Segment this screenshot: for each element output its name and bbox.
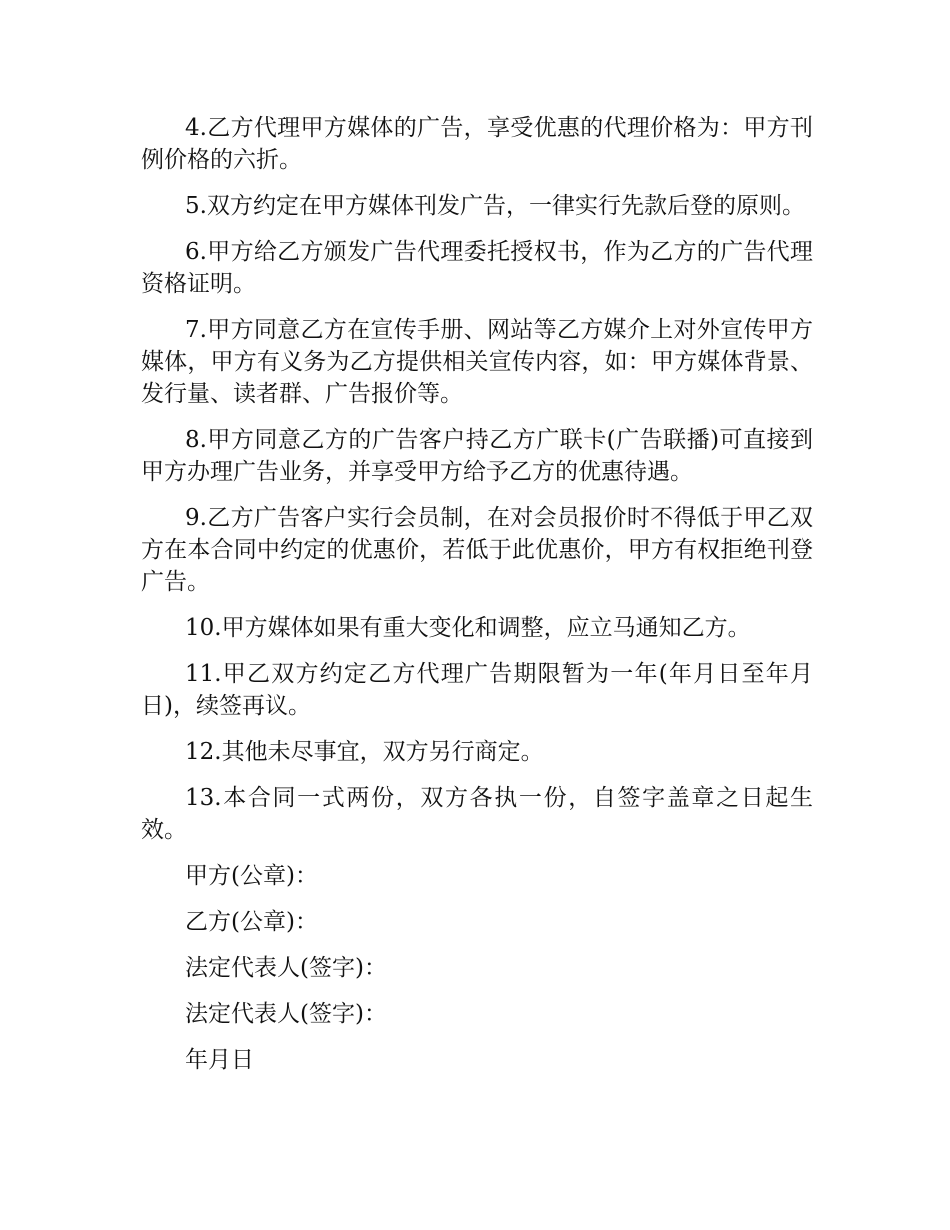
clause-9: 9.乙方广告客户实行会员制，在对会员报价时不得低于甲乙双方在本合同中约定的优惠价，若低于此优惠价，甲方有权拒绝刊登广告。 [141,505,813,595]
clause-11: 11.甲乙双方约定乙方代理广告期限暂为一年(年月日至年月日)，续签再议。 [141,661,813,719]
clause-10: 10.甲方媒体如果有重大变化和调整，应立马通知乙方。 [185,615,751,641]
clause-7: 7.甲方同意乙方在宣传手册、网站等乙方媒介上对外宣传甲方媒体，甲方有义务为乙方提供相关宣传内容，如：甲方媒体背景、发行量、读者群、广告报价等。 [141,317,813,407]
legal-rep-signature-line-a: 法定代表人(签字)： [185,955,387,981]
clause-12: 12.其他未尽事宜，双方另行商定。 [185,739,544,765]
document-body [141,112,813,1090]
clause-8: 8.甲方同意乙方的广告客户持乙方广联卡(广告联播)可直接到甲方办理广告业务，并享受甲方给予乙方的优惠待遇。 [141,427,813,485]
legal-rep-signature-line-b: 法定代表人(签字)： [185,1001,387,1027]
clause-6: 6.甲方给乙方颁发广告代理委托授权书，作为乙方的广告代理资格证明。 [141,239,813,297]
party-a-seal-line: 甲方(公章)： [185,863,318,889]
clause-5: 5.双方约定在甲方媒体刊发广告，一律实行先款后登的原则。 [185,193,805,219]
date-line: 年月日 [185,1047,254,1073]
clause-13: 13.本合同一式两份，双方各执一份，自签字盖章之日起生效。 [141,785,813,843]
clause-4: 4.乙方代理甲方媒体的广告，享受优惠的代理价格为：甲方刊例价格的六折。 [141,115,813,173]
party-b-seal-line: 乙方(公章)： [185,909,318,935]
